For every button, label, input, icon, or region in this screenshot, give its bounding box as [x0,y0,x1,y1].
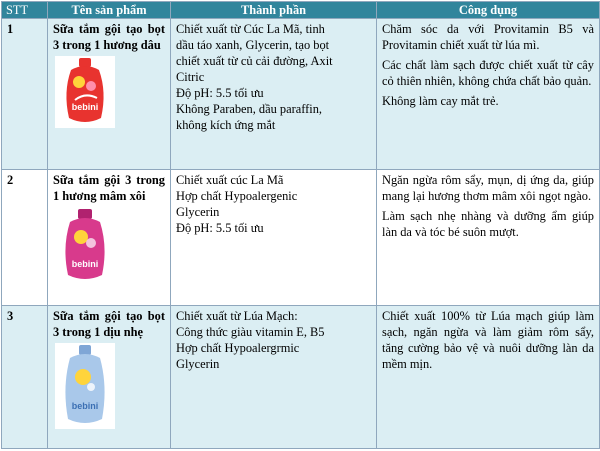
ingredients-cell [171,306,377,449]
product-name: Sữa tắm gội tạo bọt 3 trong 1 hương dâu [53,22,165,52]
product-image [55,56,165,128]
usage-cell [377,19,600,170]
product-image [55,207,165,285]
ingredients-cell [171,19,377,170]
usage-paragraph: Làm sạch nhẹ nhàng và dưỡng ẩm giúp làn da và tóc bé suôn mượt. [382,209,594,239]
product-name: Sữa tắm gội tạo bọt 3 trong 1 dịu nhẹ [53,309,165,339]
ingredient-line: Glycerin [176,205,220,219]
usage-paragraph: Chiết xuất 100% từ Lúa mạch giúp làm sạch, ngăn ngừa và làm giảm rôm sẩy, tăng cường bảo vệ và nuôi dưỡng làn da mềm mịn. [382,309,594,371]
usage-cell [377,306,600,449]
row-stt: 1 [2,19,48,170]
usage-cell [377,170,600,306]
ingredients-list [176,21,371,133]
ingredient-line: Độ pH: 5.5 tối ưu [176,221,264,235]
ingredient-line: Glycerin [176,357,220,371]
bottle-strawberry-image [55,56,115,128]
product-name-cell [48,306,171,449]
table-row [2,306,600,449]
table-row [2,170,600,306]
row-stt: 2 [2,170,48,306]
product-table [1,1,600,449]
header-row [2,2,600,19]
product-name-cell [48,170,171,306]
bottle-gentle-image [55,343,115,429]
bottle-brand-label: bebini [71,102,99,112]
product-name-cell [48,19,171,170]
ingredient-line: không kích ứng mắt [176,118,276,132]
bottle-brand-label: bebini [71,401,99,411]
header-name: Tên sản phẩm [48,2,171,19]
row-stt: 3 [2,306,48,449]
ingredients-cell [171,170,377,306]
usage-paragraph: Các chất làm sạch được chiết xuất từ cây cỏ thiên nhiên, không chứa chất bảo quản. [382,58,594,88]
ingredient-line: Độ pH: 5.5 tối ưu [176,86,264,100]
ingredient-line: Không Paraben, dầu paraffin, [176,102,323,116]
usage-paragraph: Không làm cay mắt trẻ. [382,94,499,108]
table-row [2,19,600,170]
header-usage: Công dụng [377,2,600,19]
ingredient-line: Công thức giàu vitamin E, B5 [176,325,325,339]
bottle-brand-label: bebini [71,259,99,269]
ingredient-line: Hợp chất Hypoalergenic [176,189,298,203]
ingredient-line: dầu táo xanh, Glycerin, tạo bọt [176,38,330,52]
ingredient-line: chiết xuất từ củ cải đường, Axit [176,54,333,68]
ingredient-line: Chiết xuất từ Lúa Mạch: [176,309,298,323]
bottle-raspberry-image [55,207,115,285]
ingredient-line: Chiết xuất từ Cúc La Mã, tinh [176,22,325,36]
ingredients-list [176,308,371,372]
usage-paragraph: Chăm sóc da với Provitamin B5 và Provitamin chiết xuất từ lúa mì. [382,22,594,52]
ingredients-list [176,172,371,236]
product-name: Sữa tắm gội 3 trong 1 hương mâm xôi [53,173,165,203]
header-ingredients: Thành phần [171,2,377,19]
product-image [55,343,165,429]
ingredient-line: Citric [176,70,205,84]
header-stt: STT [2,2,48,19]
ingredient-line: Chiết xuất cúc La Mã [176,173,284,187]
ingredient-line: Hợp chất Hypoalergrmic [176,341,300,355]
usage-paragraph: Ngăn ngừa rôm sẩy, mụn, dị ứng da, giúp mang lại hương thơm mâm xôi ngọt ngào. [382,173,594,203]
